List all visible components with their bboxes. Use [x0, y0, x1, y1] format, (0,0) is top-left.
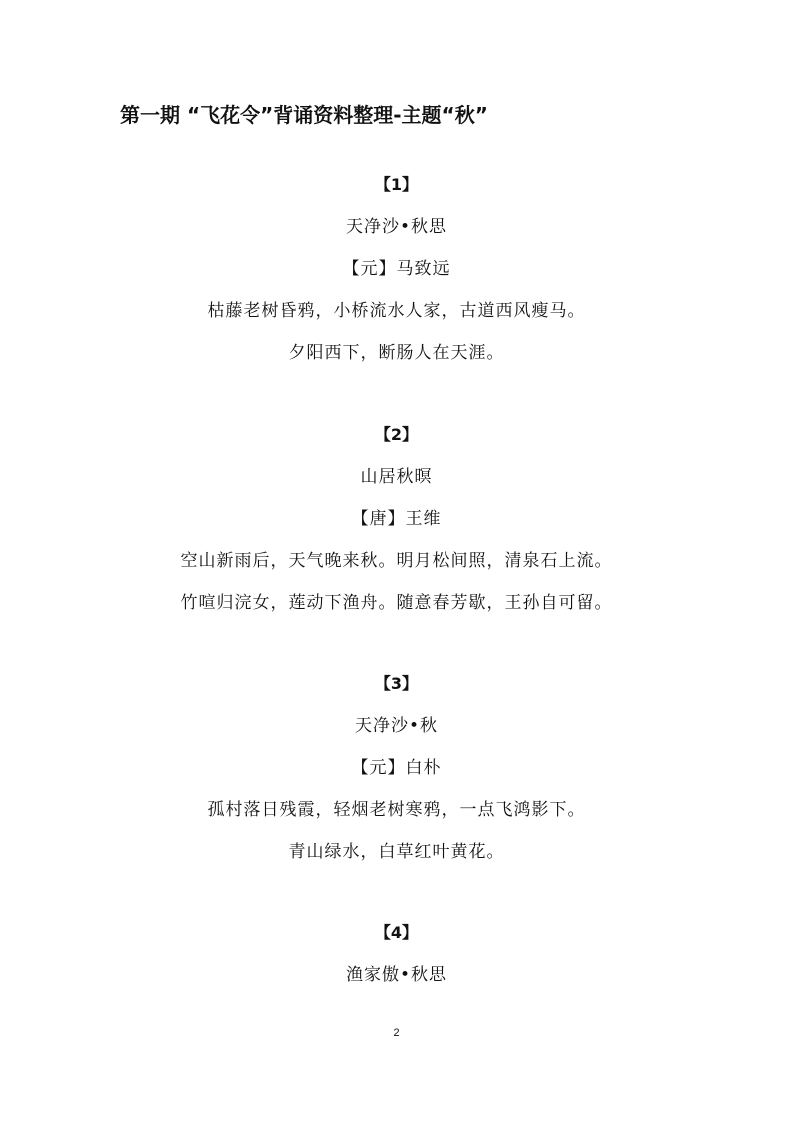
- poem-line: 青山绿水，白草红叶黄花。: [288, 842, 505, 862]
- poem-line: 孤村落日残霞，轻烟老树寒鸦，一点飞鸿影下。: [207, 800, 586, 820]
- poem-line: 空山新雨后，天气晚来秋。明月松间照，清泉石上流。: [180, 551, 613, 571]
- poem-author: 【元】白朴: [351, 758, 442, 778]
- poem-number: 【4】: [374, 923, 419, 942]
- poem-title: 天净沙•秋: [354, 716, 439, 736]
- poem-2: [0, 414, 793, 624]
- poem-title: 山居秋暝: [360, 467, 433, 487]
- poem-1: [0, 164, 793, 374]
- poem-3: [0, 663, 793, 873]
- poem-author: 【唐】王维: [351, 509, 442, 529]
- page-title: 第一期 “飞花令”背诵资料整理-主题“秋”: [120, 103, 488, 127]
- poem-number: 【2】: [374, 425, 419, 444]
- poem-title: 天净沙•秋思: [345, 217, 448, 237]
- poem-line: 夕阳西下，断肠人在天涯。: [288, 343, 505, 363]
- poem-line: 竹喧归浣女，莲动下渔舟。随意春芳歇，王孙自可留。: [180, 593, 613, 613]
- poem-number: 【1】: [374, 175, 419, 194]
- poem-author: 【元】马致远: [342, 259, 451, 279]
- poem-4: [0, 912, 793, 996]
- poem-number: 【3】: [374, 674, 419, 693]
- poem-line: 枯藤老树昏鸦，小桥流水人家，古道西风瘦马。: [207, 301, 586, 321]
- page-number: 2: [393, 1027, 400, 1039]
- poem-title: 渔家傲•秋思: [345, 965, 448, 985]
